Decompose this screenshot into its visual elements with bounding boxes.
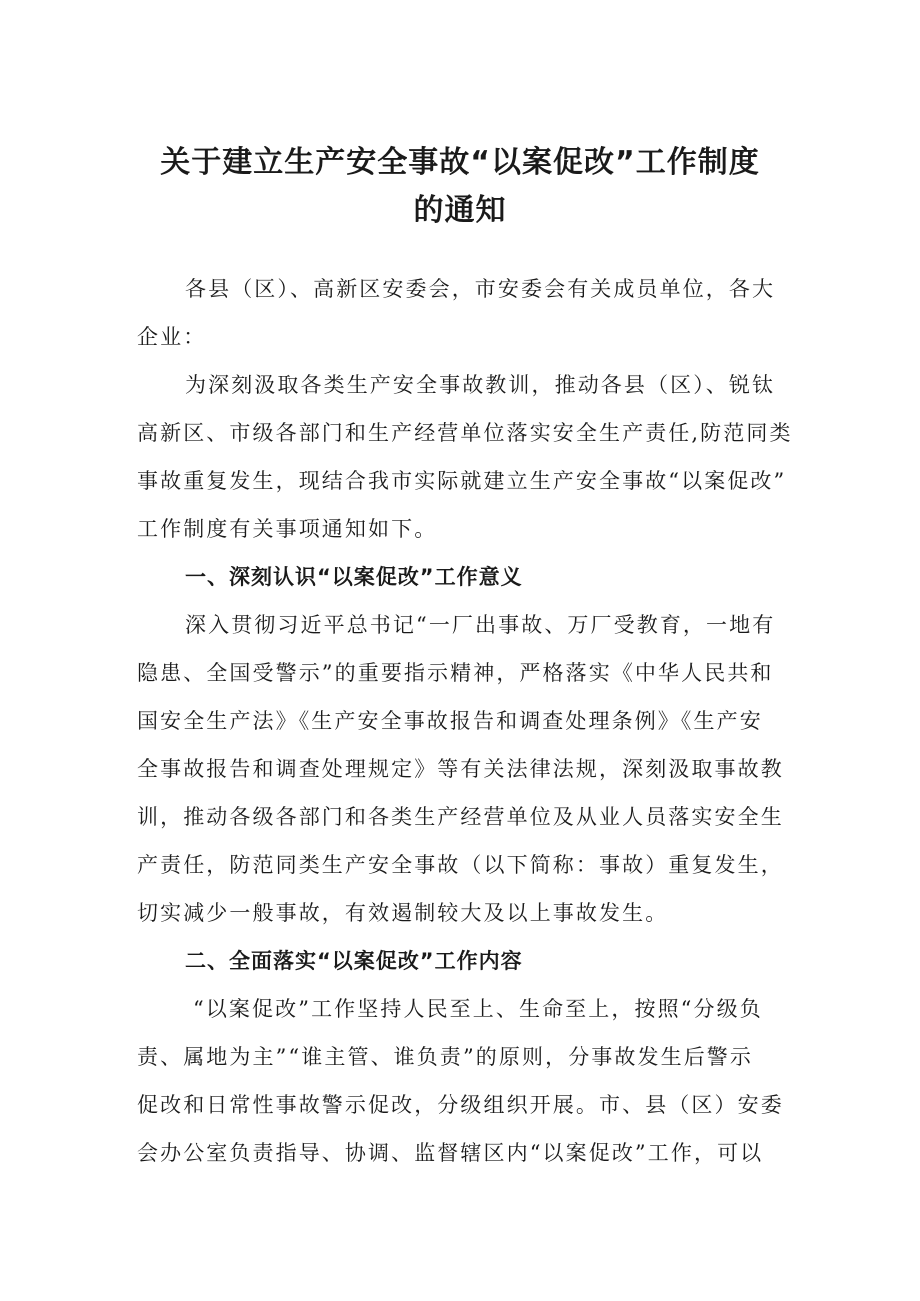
section-1-paragraph-line: 国安全生产法》《生产安全事故报告和调查处理条例》《生产安 xyxy=(137,709,763,733)
intro-paragraph-line: 为深刻汲取各类生产安全事故教训，推动各县（区）、锐钛 xyxy=(185,373,776,397)
document-title-line-1: 关于建立生产安全事故“以案促改”工作制度 xyxy=(160,145,760,180)
section-heading-1: 一、深刻认识“以案促改”工作意义 xyxy=(185,565,523,589)
section-heading-2: 二、全面落实“以案促改”工作内容 xyxy=(185,949,523,973)
intro-paragraph-line: 工作制度有关事项通知如下。 xyxy=(137,517,438,541)
salutation-line-1: 各县（区）、高新区安委会，市安委会有关成员单位，各大 xyxy=(185,277,776,301)
section-1-paragraph-line: 隐患、全国受警示”的重要指示精神，严格落实《中华人民共和 xyxy=(137,661,774,685)
section-1-paragraph-line: 产责任，防范同类生产安全事故（以下简称：事故）重复发生， xyxy=(137,853,784,877)
section-2-paragraph-line: 责、属地为主”“谁主管、谁负责”的原则，分事故发生后警示 xyxy=(137,1045,754,1069)
section-2-paragraph-line: 促改和日常性事故警示促改，分级组织开展。市、县（区）安委 xyxy=(137,1093,784,1117)
salutation-line-2: 企业： xyxy=(137,325,207,349)
section-1-paragraph-line: 切实减少一般事故，有效遏制较大及以上事故发生。 xyxy=(137,901,669,925)
section-2-paragraph-line: 会办公室负责指导、协调、监督辖区内“以案促改”工作，可以 xyxy=(137,1141,764,1165)
intro-paragraph-line: 高新区、市级各部门和生产经营单位落实安全生产责任,防范同类 xyxy=(137,421,793,445)
section-1-paragraph-line: 训，推动各级各部门和各类生产经营单位及从业人员落实安全生 xyxy=(137,805,784,829)
section-1-paragraph-line: 深入贯彻习近平总书记“一厂出事故、万厂受教育，一地有 xyxy=(185,613,776,637)
document-title-line-2: 的通知 xyxy=(413,193,507,228)
section-2-paragraph-line: “以案促改”工作坚持人民至上、生命至上，按照“分级负 xyxy=(193,997,763,1021)
intro-paragraph-line: 事故重复发生，现结合我市实际就建立生产安全事故“以案促改” xyxy=(137,469,787,493)
section-1-paragraph-line: 全事故报告和调查处理规定》等有关法律法规，深刻汲取事故教 xyxy=(137,757,784,781)
